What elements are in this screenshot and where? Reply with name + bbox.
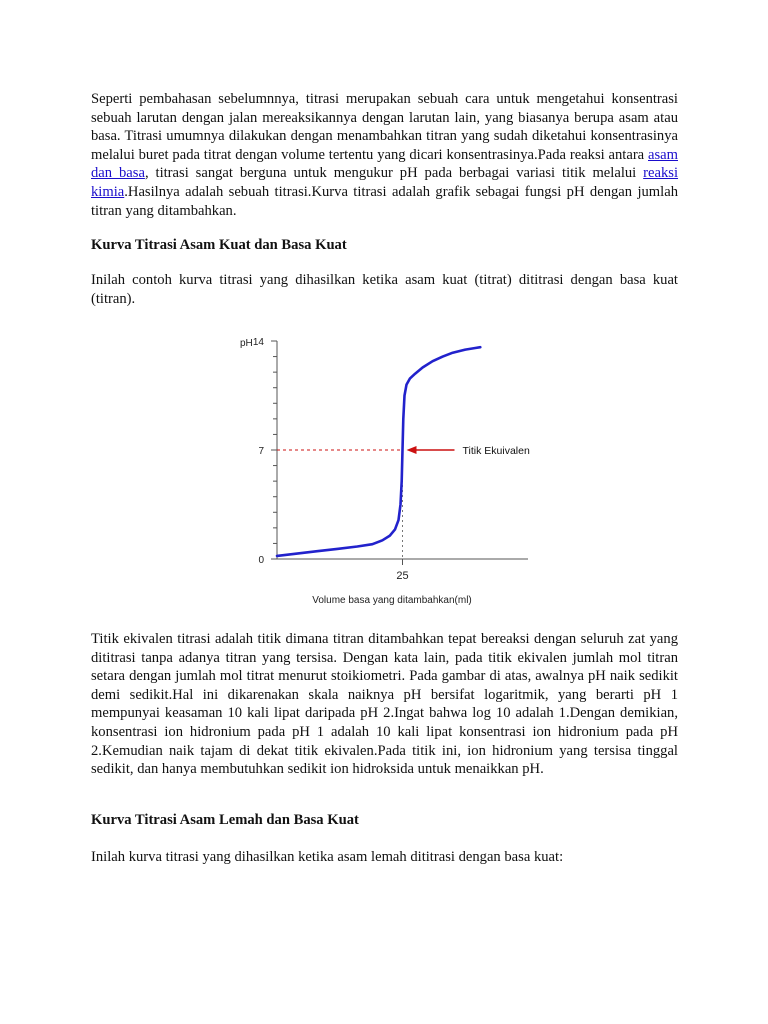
annotation-arrow-head: [407, 446, 417, 454]
x-axis-label: Volume basa yang ditambahkan(ml): [312, 595, 472, 606]
intro-text-2: , titrasi sangat berguna untuk mengukur pH pada berbagai variasi titik melalui: [144, 165, 644, 182]
link-reaksi-kimia[interactable]: reaksi kimia: [91, 165, 679, 200]
section1-explanation: Titik ekivalen titrasi adalah titik dimana titran ditambahkan tepat bereaksi dengan seluruh zat yang dititrasi tanpa adanya titran yang tersisa. Dengan kata lain, pada titik ekivalen jumlah mol titran setara dengan jumlah mol titrat menurut stoikiometri. Pada gambar di atas, awalnya pH naik sedikit demi sedikit.Hal ini dikarenakan skala naiknya pH bersifat logaritmik, yang berarti pH 1 mempunyai keasaman 10 kali lipat daripada pH 2.Ingat bahwa log 10 adalah 1.Dengan demikian, konsentrasi ion hidronium pada pH 1 adalah 10 kali lipat konsentrasi ion hidronium pada pH 2.Kemudian naik tajam di dekat titik ekivalen.Pada titik ini, ion hidronium yang tersisa tinggal sedikit, dan hanya membutuhkan sedikit ion hidroksida untuk menaikkan pH.: [91, 631, 678, 778]
intro-text-3: .Hasilnya adalah sebuah titrasi.Kurva titrasi adalah grafik sebagai fungsi pH dengan jumlah titran yang ditambahkan.: [91, 183, 678, 219]
x-tick-label: 25: [396, 570, 409, 582]
chart-ticks: [271, 341, 403, 565]
section2-intro: Inilah kurva titrasi yang dihasilkan ketika asam lemah dititrasi dengan basa kuat:: [91, 849, 564, 865]
equivalence-point-label: Titik Ekuivalen: [462, 445, 530, 457]
intro-paragraph: [91, 90, 678, 220]
link-asam-dan-basa[interactable]: asam dan basa: [91, 146, 678, 182]
chart-guides: [277, 450, 403, 559]
y-tick-label: 7: [258, 446, 264, 457]
y-tick-label: 0: [258, 555, 264, 566]
intro-text-1: Seperti pembahasan sebelumnnya, titrasi merupakan sebuah cara untuk mengetahui konsentrasi sebuah larutan dengan jalan mereaksikannya dengan larutan lain, yang biasanya berupa asam atau basa. Titrasi umumnya dilakukan dengan menambahkan titran yang sudah diketahui konsentrasinya melalui buret pada titrat dengan volume tertentu yang dicari konsentrasinya.Pada reaksi antara: [91, 91, 678, 163]
chart-labels: [240, 337, 472, 606]
titration-curve: [277, 347, 480, 556]
y-axis-label: pH: [240, 338, 253, 349]
section1-intro: Inilah contoh kurva titrasi yang dihasilkan ketika asam kuat (titrat) dititrasi dengan basa kuat (titran).: [91, 272, 678, 307]
chart-series: [277, 347, 480, 556]
y-tick-label: 14: [252, 337, 264, 348]
section1-heading: Kurva Titrasi Asam Kuat dan Basa Kuat: [91, 237, 347, 253]
titration-chart: [230, 326, 530, 616]
section2-heading: Kurva Titrasi Asam Lemah dan Basa Kuat: [91, 812, 359, 828]
chart-annotation: [407, 445, 530, 457]
